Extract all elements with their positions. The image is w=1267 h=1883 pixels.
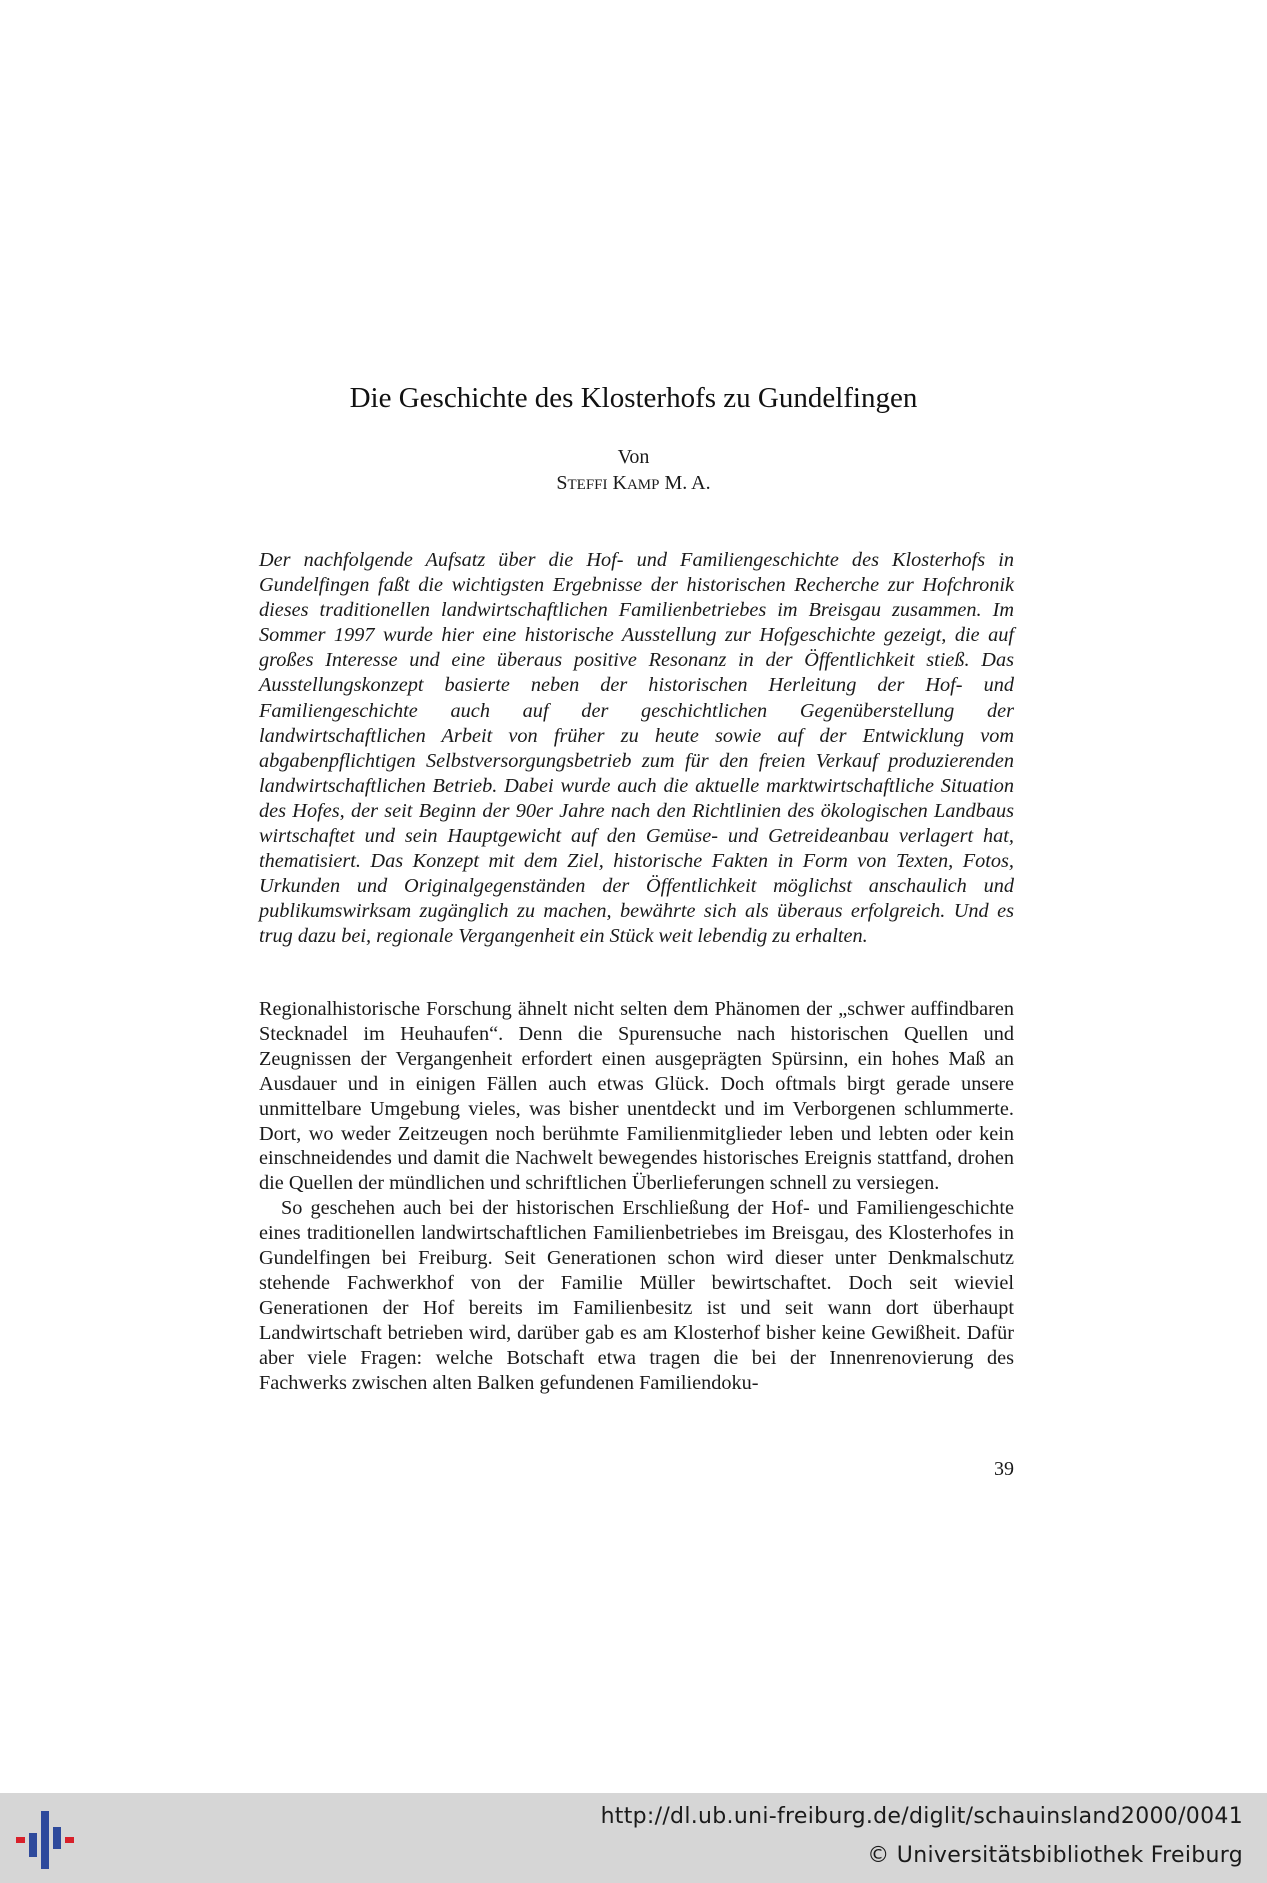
article-title: Die Geschichte des Klosterhofs zu Gundelfingen <box>349 382 918 414</box>
author-name <box>0 470 1267 498</box>
abstract-paragraph: Der nachfolgende Aufsatz über die Hof- und Familiengeschichte des Klosterhofs in Gundelfingen faßt die wichtigsten Ergebnisse der historischen Recherche zur Hofchronik dieses traditionellen landwirtschaftlichen Familienbetriebes im Breisgau zusammen. Im Sommer 1997 wurde hier eine historische Ausstellung zur Hofgeschichte gezeigt, die auf großes Interesse und eine überaus positive Resonanz in der Öffentlichkeit stieß. Das Ausstellungskonzept basierte neben der historischen Herleitung der Hof- und Familiengeschichte auch auf der geschichtlichen Gegenüberstellung der landwirtschaftlichen Arbeit von früher zu heute sowie auf der Entwicklung vom abgabenpflichtigen Selbstversorgungsbetrieb zum für den freien Verkauf produzierenden landwirtschaftlichen Betrieb. Dabei wurde auch die aktuelle marktwirtschaftliche Situation des Hofes, der seit Beginn der 90er Jahre nach den Richtlinien des ökologischen Landbaus wirtschaftet und sein Hauptgewicht auf den Gemüse- und Getreideanbau verlagert hat, thematisiert. Das Konzept mit dem Ziel, historische Fakten in Form von Texten, Fotos, Urkunden und Originalgegenständen der Öffentlichkeit möglichst anschaulich und publikumswirksam zugänglich zu machen, bewährte sich als überaus erfolgreich. Und es trug dazu bei, regionale Vergangenheit ein Stück weit lebendig zu erhalten. <box>259 549 1014 948</box>
author-last-rest: AMP <box>626 477 660 493</box>
footer-bar <box>0 1793 1267 1883</box>
author-suffix: M. A. <box>659 472 711 494</box>
body-paragraph-2: So geschehen auch bei der historischen Erschließung der Hof- und Familiengeschichte eines traditionellen landwirtschaftlichen Familienbetriebes im Breisgau, des Klosterhofes in Gundelfingen bei Freiburg. Seit Generationen schon wird dieser unter Denkmalschutz stehende Fachwerkhof von der Familie Müller bewirtschaftet. Doch seit wieviel Generationen der Hof bereits im Familienbesitz ist und seit wann dort überhaupt Landwirtschaft betrieben wird, darüber gab es am Klosterhof bisher keine Gewißheit. Dafür aber viele Fragen: welche Botschaft etwa tragen die bei der Innenrenovierung des Fachwerks zwischen alten Balken gefundenen Familiendoku- <box>259 1197 1014 1394</box>
page-number: 39 <box>994 1458 1014 1480</box>
author-last-initial: K <box>612 472 627 494</box>
byline-prefix: Von <box>617 446 650 468</box>
body-paragraph-1: Regionalhistorische Forschung ähnelt nicht selten dem Phänomen der „schwer auffindbaren Stecknadel im Heuhaufen“. Denn die Spurensuche nach historischen Quellen und Zeugnissen der Vergangenheit erfordert einen ausgeprägten Spürsinn, ein hohes Maß an Ausdauer und in einigen Fällen auch etwas Glück. Doch oftmals birgt gerade unsere unmittelbare Umgebung vieles, was bisher unentdeckt und im Verborgenen schlummerte. Dort, wo weder Zeitzeugen noch berühmte Familienmitglieder leben und lebten oder kein einschneidendes und damit die Nachwelt bewegendes historisches Ereignis stattfand, drohen die Quellen der mündlichen und schriftlichen Überlieferungen schnell zu versiegen. <box>259 998 1014 1195</box>
author-first-initial: S <box>556 472 568 494</box>
footer-url-link[interactable]: http://dl.ub.uni-freiburg.de/diglit/schauinsland2000/0041 <box>600 1804 1243 1829</box>
body-text <box>259 997 1014 1396</box>
author-first-rest: TEFFI <box>567 477 608 493</box>
ub-freiburg-logo-icon <box>16 1807 80 1871</box>
footer-copyright: © Universitätsbibliothek Freiburg <box>867 1843 1243 1868</box>
